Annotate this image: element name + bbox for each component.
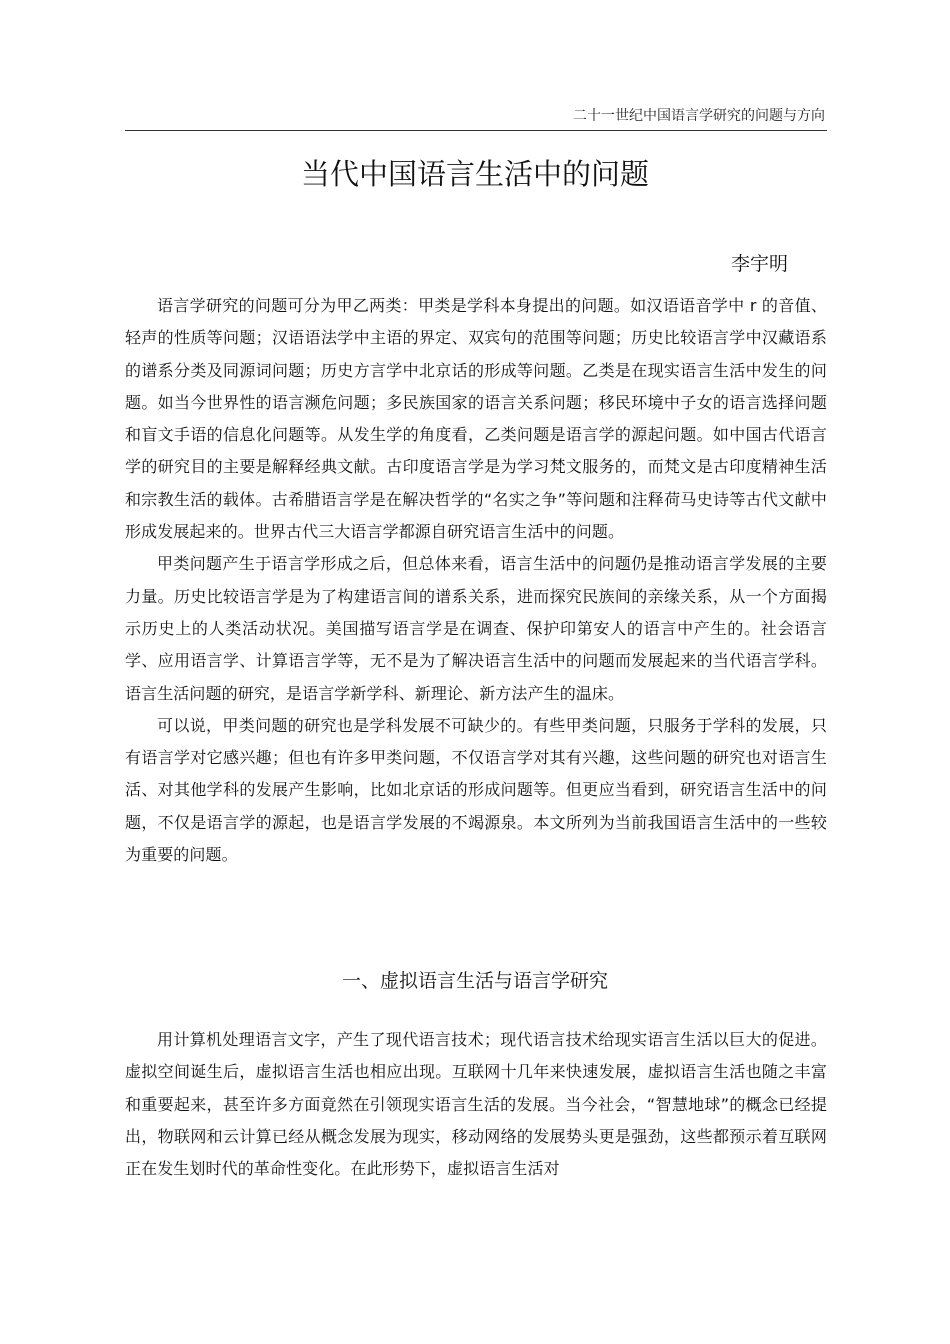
- paragraph: 语言学研究的问题可分为甲乙两类：甲类是学科本身提出的问题。如汉语语音学中 r 的音值、轻声的性质等问题；汉语语法学中主语的界定、双宾句的范围等问题；历史比较语言学中汉藏语系的谱系分类及同源词问题；历史方言学中北京话的形成等问题。乙类是在现实语言生活中发生的问题。如当今世界性的语言濒危问题；多民族国家的语言关系问题；移民环境中子女的语言选择问题和盲文手语的信息化问题等。从发生学的角度看，乙类问题是语言学的源起问题。如中国古代语言学的研究目的主要是解释经典文献。古印度语言学是为学习梵文服务的，而梵文是古印度精神生活和宗教生活的载体。古希腊语言学是在解决哲学的“名实之争”等问题和注释荷马史诗等古代文献中形成发展起来的。世界古代三大语言学都源自研究语言生活中的问题。: [125, 296, 827, 542]
- section-heading: 一、虚拟语言生活与语言学研究: [341, 970, 608, 992]
- article-title: 当代中国语言生活中的问题: [300, 157, 649, 191]
- header-rule: [125, 130, 827, 131]
- paragraph: 用计算机处理语言文字，产生了现代语言技术；现代语言技术给现实语言生活以巨大的促进。虚拟空间诞生后，虚拟语言生活也相应出现。互联网十几年来快速发展，虚拟语言生活也随之丰富和重要起来，甚至许多方面竟然在引领现实语言生活的发展。当今社会，“智慧地球”的概念已经提出，物联网和云计算已经从概念发展为现实，移动网络的发展势头更是强劲，这些都预示着互联网正在发生划时代的革命性变化。在此形势下，虚拟语言生活对: [125, 1030, 827, 1179]
- section-text: [125, 1024, 827, 1185]
- author-name: 李宇明: [730, 253, 788, 275]
- intro-text: [125, 290, 827, 871]
- paragraph: 甲类问题产生于语言学形成之后，但总体来看，语言生活中的问题仍是推动语言学发展的主要力量。历史比较语言学是为了构建语言间的谱系关系，进而探究民族间的亲缘关系，从一个方面揭示历史上的人类活动状况。美国描写语言学是在调查、保护印第安人的语言中产生的。社会语言学、应用语言学、计算语言学等，无不是为了解决语言生活中的问题而发展起来的当代语言学科。语言生活问题的研究，是语言学新学科、新理论、新方法产生的温床。: [125, 554, 827, 703]
- running-header: 二十一世纪中国语言学研究的问题与方向: [573, 108, 825, 124]
- paragraph: 可以说，甲类问题的研究也是学科发展不可缺少的。有些甲类问题，只服务于学科的发展，只有语言学对它感兴趣；但也有许多甲类问题，不仅语言学对其有兴趣，这些问题的研究也对语言生活、对其他学科的发展产生影响，比如北京话的形成问题等。但更应当看到，研究语言生活中的问题，不仅是语言学的源起，也是语言学发展的不竭源泉。本文所列为当前我国语言生活中的一些较为重要的问题。: [125, 715, 827, 865]
